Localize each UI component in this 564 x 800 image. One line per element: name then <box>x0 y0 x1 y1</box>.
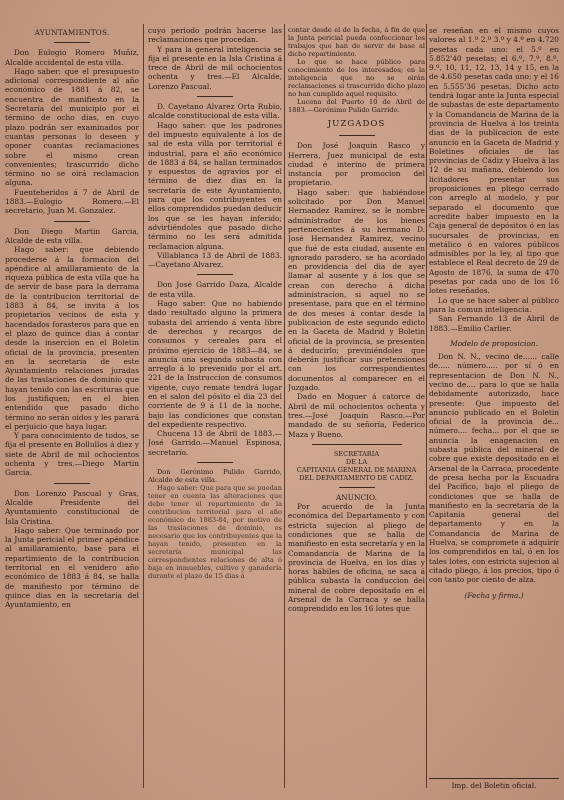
notice-heading: Don José Garrido Daza, Alcalde de esta villa. <box>148 280 282 299</box>
notice-signature: Fuenteheridos á 7 de Abril de 1883.—Eulogio Romero.—El secretario, Juan M. Gonzalez. <box>5 187 139 216</box>
column-rule <box>284 24 285 788</box>
notice-body: Y para la general inteligencia se fija el presente en la Isla Cristina á trece de Abril de mil ochocientos ochenta y tres.—El Alcalde, Lorenzo Pascual. <box>148 44 282 91</box>
notice-body: cuyo periodo podrán hacerse las reclamaciones que procedan. <box>148 26 282 45</box>
secretaria-line: CAPITANIA GENERAL DE MARINA <box>296 465 417 474</box>
divider <box>54 483 90 484</box>
section-title-juzgados: JUZGADOS <box>327 119 386 129</box>
notice-body: Por acuerdo de la Junta económica del Departamento y con estricta sujecion al pliego de condiciones que se halla de manifiesto en esta secretaría y en la Comandancia de Marina de la provincia de Huelva, en los dias y horas hábiles de oficina, se saca á pública subasta la conduccion del mineral de cobre depositado en el Arsenal de la Carraca y se halla comprendido en los 16 lotes que <box>288 502 425 614</box>
notice-heading: Don Lorenzo Pascual y Gras, Alcalde Presidente del Ayuntamiento constitucional de Isla Cristina. <box>5 488 139 526</box>
notice-signature: San Fernando 13 de Abril de 1883.—Emilio Carlier. <box>429 314 559 333</box>
notice-heading: Don Diego Martin Garcia, Alcalde de esta villa. <box>5 226 139 245</box>
column-3 <box>288 26 425 788</box>
notice-signature: Chucena 13 de Abril de 1883.—José Garrido.—Manuel Espinosa, secretario. <box>148 429 282 457</box>
column-4 <box>429 26 559 788</box>
secretaria-line: DEL DEPARTAMENTO DE CADIZ. <box>299 473 414 482</box>
notice-signature: Villablanca 13 de Abril de 1883.—Cayetano Alvarez. <box>148 250 282 270</box>
notice-body: se reseñan en el mismo cuyos valores al 1.º 2.º 3.º y 4.º en 4.720 pesetas cada uno: el 5.º en 5.852'40 pesetas; el 6.º, 7.º, 8.º, 9.º, 10, 11, 12, 13, 14 y 15, en la de 4.650 pesetas cada uno; y el 16 en 5.555'36 pesetas. Dicho acto tendrá lugar ante la Junta especial de subastas de este departamento y la Comandancia de Marina de la provincia de Huelva á los treinta dias de la publicacion de este anuncio en la Gaceta de Madrid y Boletines oficiales de las provincias de Cádiz y Huelva á las 12 de su mañana, debiendo los licitadores presentar sus proposiciones en pliego cerrado con arreglo al modelo, y por separado el documento que acredite haber impuesto en la Caja general de depósitos ó en las sucursales de provincias, en metálico ó en valores públicos admisibles por la ley, al tipo que establece el Real decreto de 29 de Agosto de 1876, la suma de 470 pesetas por cada uno de los 16 lotes reseñados. <box>429 26 559 296</box>
notice-body: Lo que se hace saber al público para la comun inteligencia. <box>429 295 559 314</box>
notice-heading: Don Gerónimo Pulido Garrido, Alcalde de esta villa. <box>148 468 282 485</box>
section-title-ayuntamientos: AYUNTAMIENTOS. <box>34 28 110 37</box>
divider <box>197 96 233 97</box>
notice-body: contar desde el de la fecha, á fin de que la Junta pericial pueda confeccionar los trabajos que han de servir de base al dicho repartimiento. <box>288 26 425 58</box>
anuncio-title: ANUNCIO. <box>335 492 378 502</box>
secretaria-line: SECRETARIA <box>333 449 380 458</box>
column-2 <box>148 26 282 788</box>
notice-heading: Don Eulogio Romero Muñiz, Alcalde accidental de esta villa. <box>5 48 139 67</box>
printer-footer: Imp. del Boletin oficial. <box>429 778 559 790</box>
modelo-body: Don N. N., vecino de...... calle de..... número..... por sí ó en representacion de Don N. N., vecino de.... para lo que se halla debidamente autorizado, hace presente: Que impuesto del anuncio publicado en el Boletin oficial de la provincia de... número.... fecha... por el que se anuncia la enagenacion en subasta pública del mineral de cobre que existe depositado en el Arsenal de la Carraca, procedente de presa hecha por la Escuadra del Pacífico, bajo el pliego de condiciones que se halla de manifiesto en la secretaría de la Capitania general del departamento y en la Comandancia de Marina de Huelva, se compromete á adquirir los comprendidos en tal, ó en los tales lotes, con estricta sujecion al citado pliego, á los precios, tipo ó con tanto por ciento de alza. <box>429 352 559 585</box>
notice-body: Hago saber: Que para que se puedan tener en cuenta las alteraciones que debe tener el repartimiento de la contribucion territorial para el año económico de 1883-84, por motivo de las traslaciones de dominio, es necesario que los contribuyentes que la hayan tenido, presenten en la secretaría municipal las correspondientes relaciones de alta ó baja en inmuebles, cultivo y ganadería durante el plazo de 15 dias á <box>148 484 282 581</box>
notice-body: Hago saber: que el presupuesto adicional correspondiente al año económico de 1881 á 82, se encuentra de manifiesto en la Secretaría del municipio por el término de ocho dias, en cuyo plazo podrán ser examinados por cuantas personas lo deseen y oponer cuantas reclamaciones sobre el mismo crean convenientes; trascurrido dicho término no se oirá reclamacion alguna. <box>5 66 139 188</box>
notice-heading: D. Cayetano Alvarez Orta Rubio, alcalde constitucional de esta villa. <box>148 102 282 121</box>
column-1 <box>5 26 139 788</box>
notice-heading: Don José Joaquin Rasco y Herrera, Juez municipal de esta ciudad é interino de primera instancia por promocion del propietario. <box>288 141 425 188</box>
notice-body: Hago saber: Que terminado por la Junta pericial el primer apéndice al amillaramiento, base para el repartimiento de la contribucion territorial en el venidero año económico de 1883 á 84, se halla de manifiesto por término de quince dias en la secretaría del Ayuntamiento, en <box>5 525 139 610</box>
divider <box>197 462 233 463</box>
firma-note: (Fecha y firma.) <box>464 590 524 600</box>
notice-signature: Lucena del Puerto 10 de Abril de 1883.—Gerónimo Pulido Garrido. <box>288 98 425 114</box>
column-rule <box>143 24 144 788</box>
divider <box>54 221 90 222</box>
notice-body: Dado en Moguer á catorce de Abril de mil ochocientos ochenta y tres.—José Joaquin Rasco.—Por mandado de su señoría, Federico Maza y Bueno. <box>288 392 425 439</box>
divider <box>339 135 375 136</box>
divider <box>339 487 375 488</box>
divider <box>54 42 90 43</box>
notice-body: Hago saber: Que no habiendo dado resultado alguno la primera subasta del arriendo á venta libre de derechos y recargos de consumos y cereales para el próximo ejercicio de 1883—84, se anuncia una segunda subasta con arreglo á lo prevenido por el art. 221 de la Instruccion de consumos vigente, cuyo remate tendrá lugar en el salon del pósito el dia 23 del corriente de 9 á 11 de la noche, bajo las condiciones que constan del expediente respectivo. <box>148 299 282 429</box>
divider <box>197 274 233 275</box>
divider <box>312 444 402 445</box>
notice-body: Hago saber: que los padrones del impuesto equivalente á los de sal de esta villa por territorial é industrial, para el año económico de 1883 á 84, se hallan terminados y espuestos de agravios por el término de diez dias en la secretaría de este Ayuntamiento, para que los contribuyentes en ellos comprendidos puedan deducir los que se les hayan inferido; advirtiéndoles que pasado dicho término no les será admitida reclamacion alguna. <box>148 120 282 251</box>
notice-body: Y para conocimiento de todos, se fija el presente en Bollullos á diez y siete de Abril de mil ochocientos ochenta y tres.—Diego Martin Garcia. <box>5 431 139 478</box>
notice-body: Hago saber: que debiendo procederse á la formacion del apéndice al amillaramiento de la riqueza pública de esta villa que ha de servir de base para la derrama de la contribucion territorial de 1883 á 84, se invita á los propietarios vecinos de esta y hacendados forasteros para que en el plazo de quince dias á contar desde la insercion en el Boletin oficial de la provincia, presenten en la secretaría de este Ayuntamiento relaciones juradas de las traslaciones de dominio que hayan tenido con las escrituras que los justifiquen; en el bien entendido que pasado dicho término no serán oidos y les parará el perjuicio que haya lugar. <box>5 245 139 431</box>
notice-body: Lo que se hace público para conocimiento de los interesados; en la inteligencia que no se oirán reclamaciones si trascurrido dicho plazo no han cumplido aquel requisito. <box>288 58 425 98</box>
column-rule <box>426 24 427 788</box>
notice-body: Hago saber: que habiéndose solicitado por Don Manuel Hernandez Ramirez, se le nombre administrador de los bienes pertenecientes á su hermano D. José Hernandez Ramirez, vecino que fué de esta ciudad, ausente en ignorado paradero, se ha acordado en providencia del dia de ayer llamar al ausente y á los que se crean con derecho á dicha administracion, si aquel no se presentase, para que en el término de dos meses á contar desde la publicacion de este segundo edicto en la Gaceta de Madrid y Boletin oficial de la provincia, se presenten á deducirlo; previniéndoles que deberán justificar sus pretensiones con los correspondientes documentos al comparecer en el Juzgado. <box>288 187 425 393</box>
secretaria-line: DE LA <box>345 457 368 466</box>
modelo-title: Modelo de proposicion. <box>450 338 538 348</box>
